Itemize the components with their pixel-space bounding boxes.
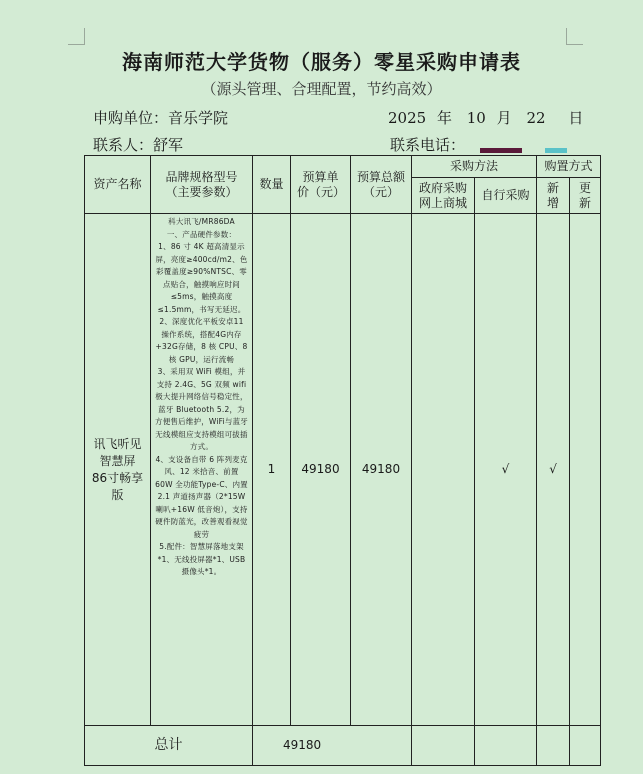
page-title: 海南师范大学货物（服务）零星采购申请表 [122, 50, 521, 74]
total-empty-cell [537, 726, 570, 766]
cell-new: √ [537, 214, 570, 726]
total-empty-cell [570, 726, 601, 766]
date-month-unit: 月 [496, 109, 512, 127]
date-year-unit: 年 [436, 109, 452, 127]
contact-label: 联系人： [93, 136, 154, 154]
header-gov-mall: 政府采购网上商城 [412, 178, 475, 214]
date-month: 10 [466, 109, 486, 127]
header-renew: 更新 [570, 178, 601, 214]
header-asset-name: 资产名称 [85, 156, 151, 214]
cell-gov-mall [412, 214, 475, 726]
phone-label: 联系电话： [390, 136, 466, 154]
redaction-mark [480, 148, 522, 153]
crop-mark [68, 28, 85, 45]
header-purchase-type: 购置方式 [537, 156, 601, 178]
cell-spec: 科大讯飞/MR86DA 一、产品硬件参数： 1、86 寸 4K 超高清显示屏，亮度≥400cd/m2、色彩覆盖度≥90%NTSC、零点贴合，触摸响应时间≤5ms，触摸高度≤1.5mm，书写无延迟。 2、深度优化平板安卓11 操作系统，搭配4G内存+32G存储，8 核 CPU、8 核 GPU，运行流畅 3、采用双 WiFi 模组，并支持 2.4G、5G 双频 wifi 极大提升网络信号稳定性，蓝牙 Bluetooth 5.2，为方便售后维护，WiFi与蓝牙无线模组应支持模组可拔插方式。 4、支设备自带 6 阵列麦克风、12 米拾音、前置 60W 全功能Type-C、内置 2.1 声道扬声器（2*15W 喇叭+16W 低音炮），支持硬件防蓝光，改善观看视觉疲劳 5.配件：智慧屏落地支架*1、无线投屏器*1、USB摄像头*1。 [151, 214, 253, 726]
date-line [388, 107, 583, 128]
header-procurement-method: 采购方法 [412, 156, 537, 178]
applicant-value: 音乐学院 [168, 109, 229, 127]
cell-asset-name: 讯飞听见智慧屏 86寸畅享版 [85, 214, 151, 726]
page-subtitle: （源头管理、合理配置，节约高效） [201, 80, 442, 98]
date-day: 22 [526, 109, 546, 127]
cell-unit-price: 49180 [291, 214, 351, 726]
total-value: 49180 [253, 726, 412, 766]
header-self-purchase: 自行采购 [475, 178, 537, 214]
cell-quantity: 1 [253, 214, 291, 726]
date-day-unit: 日 [568, 109, 584, 127]
header-total-price: 预算总额（元） [351, 156, 412, 214]
date-year: 2025 [388, 109, 427, 127]
header-new: 新增 [537, 178, 570, 214]
total-empty-cell [475, 726, 537, 766]
contact-line [93, 134, 183, 155]
contact-value: 舒军 [153, 136, 184, 154]
applicant-line [93, 107, 228, 128]
header-unit-price: 预算单价（元） [291, 156, 351, 214]
cell-total-price: 49180 [351, 214, 412, 726]
header-spec: 品牌规格型号（主要参数） [151, 156, 253, 214]
crop-mark [566, 28, 583, 45]
header-quantity: 数量 [253, 156, 291, 214]
phone-line [390, 134, 465, 155]
purchase-table [84, 155, 601, 766]
table-row [85, 214, 601, 726]
redaction-mark [545, 148, 567, 153]
cell-renew [570, 214, 601, 726]
total-label: 总计 [85, 726, 253, 766]
total-row [85, 726, 601, 766]
applicant-label: 申购单位： [93, 109, 169, 127]
cell-self-purchase: √ [475, 214, 537, 726]
total-empty-cell [412, 726, 475, 766]
